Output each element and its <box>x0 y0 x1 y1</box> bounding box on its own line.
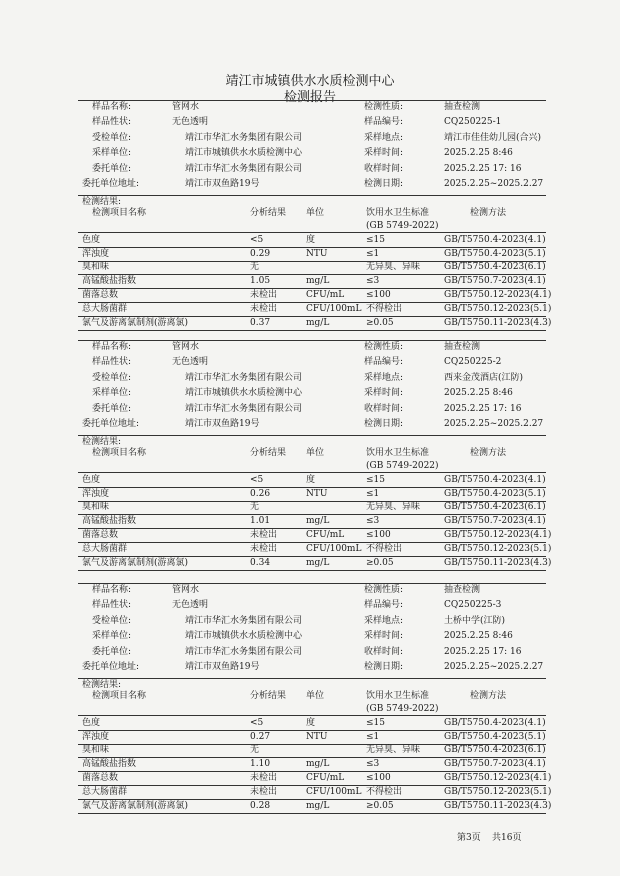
table-row-standard: ≤15 <box>366 235 385 245</box>
value-no: CQ250225-1 <box>444 117 502 128</box>
table-row-unit: NTU <box>306 488 328 499</box>
value-name: 管网水 <box>172 585 200 595</box>
table-row-method: GB/T5750.11-2023(4.3) <box>444 800 552 811</box>
table-row-standard: ≥0.05 <box>366 800 394 811</box>
table-row-result: 0.28 <box>250 800 271 811</box>
col-header-standard: 饮用水卫生标准 <box>366 448 430 458</box>
label-test-nature: 检测性质: <box>364 585 404 595</box>
label-sample-no: 样品编号: <box>364 600 404 611</box>
value-date: 2025.2.25~2025.2.27 <box>444 179 544 189</box>
table-row-result: 未检出 <box>250 543 278 554</box>
value-address: 靖江市双鱼路19号 <box>185 179 260 189</box>
section-divider <box>78 330 546 331</box>
table-row-method: GB/T5750.7-2023(4.1) <box>444 515 546 526</box>
table-row-unit: CFU/mL <box>306 529 345 540</box>
table-row-standard: ≤3 <box>366 275 380 286</box>
col-header-unit: 单位 <box>306 691 325 701</box>
table-row-method: GB/T5750.12-2023(4.1) <box>444 772 552 783</box>
table-row-result: 1.10 <box>250 758 271 769</box>
value-address: 靖江市双鱼路19号 <box>185 662 260 672</box>
table-row-result: <5 <box>250 235 264 245</box>
table-row-result: <5 <box>250 718 264 728</box>
col-header-unit: 单位 <box>306 448 325 458</box>
table-row-method: GB/T5750.12-2023(4.1) <box>444 529 552 540</box>
col-header-unit: 单位 <box>306 208 325 218</box>
value-site: 靖江市佳佳幼儿园(合兴) <box>444 132 542 143</box>
table-row-item: 氯气及游离氯制剂(游离氯) <box>82 317 189 328</box>
section-divider <box>78 799 546 800</box>
col-header-result: 分析结果 <box>250 691 287 701</box>
table-row-result: 0.34 <box>250 557 271 568</box>
value-time: 2025.2.25 8:46 <box>444 388 513 399</box>
value-name: 管网水 <box>172 342 200 352</box>
table-row-item: 菌落总数 <box>82 772 119 783</box>
label-sample-char: 样品性状: <box>92 357 132 368</box>
col-header-standard-code: (GB 5749-2022) <box>366 704 439 714</box>
table-row-result: 1.05 <box>250 275 271 286</box>
value-char: 无色透明 <box>172 357 209 368</box>
results-heading: 检测结果: <box>82 197 122 207</box>
results-heading: 检测结果: <box>82 437 122 447</box>
table-row-method: GB/T5750.4-2023(5.1) <box>444 731 546 742</box>
table-row-item: 总大肠菌群 <box>82 786 128 797</box>
table-row-item: 高锰酸盐指数 <box>82 275 137 286</box>
table-row-standard: 不得检出 <box>366 786 403 797</box>
label-inspected-unit: 受检单位: <box>92 372 132 383</box>
section-divider <box>78 528 546 529</box>
section-divider <box>78 570 546 571</box>
value-date: 2025.2.25~2025.2.27 <box>444 662 544 672</box>
label-sample-no: 样品编号: <box>364 357 404 368</box>
label-test-date: 检测日期: <box>364 419 404 429</box>
table-row-method: GB/T5750.12-2023(4.1) <box>444 289 552 300</box>
label-sample-name: 样品名称: <box>92 342 132 352</box>
table-row-method: GB/T5750.12-2023(5.1) <box>444 786 552 797</box>
section-divider <box>78 435 546 436</box>
table-row-standard: 无异臭、异味 <box>366 262 421 272</box>
report-subtitle: 检测报告 <box>283 90 336 105</box>
table-row-standard: ≤1 <box>366 248 380 259</box>
table-row-method: GB/T5750.7-2023(4.1) <box>444 275 546 286</box>
table-row-item: 菌落总数 <box>82 529 119 540</box>
value-time: 2025.2.25 8:46 <box>444 631 513 642</box>
value-inspected: 靖江市华汇水务集团有限公司 <box>185 615 303 626</box>
table-row-result: 1.01 <box>250 515 271 526</box>
section-divider <box>78 678 546 679</box>
value-no: CQ250225-3 <box>444 600 502 611</box>
table-row-item: 总大肠菌群 <box>82 303 128 314</box>
table-row-result: 未检出 <box>250 529 278 540</box>
section-divider <box>78 715 546 716</box>
label-sample-no: 样品编号: <box>364 117 404 128</box>
table-row-item: 臭和味 <box>82 745 110 755</box>
table-row-item: 色度 <box>82 718 101 728</box>
table-row-unit: CFU/100mL <box>306 543 362 554</box>
table-row-standard: ≤100 <box>366 289 391 300</box>
col-header-standard-code: (GB 5749-2022) <box>366 461 439 471</box>
table-row-standard: 不得检出 <box>366 543 403 554</box>
table-row-method: GB/T5750.12-2023(5.1) <box>444 543 552 554</box>
section-divider <box>78 288 546 289</box>
results-heading: 检测结果: <box>82 680 122 690</box>
value-char: 无色透明 <box>172 117 209 128</box>
label-sample-name: 样品名称: <box>92 585 132 595</box>
table-row-item: 臭和味 <box>82 262 110 272</box>
value-recv: 2025.2.25 17: 16 <box>444 646 522 657</box>
value-client: 靖江市华汇水务集团有限公司 <box>185 403 303 414</box>
value-char: 无色透明 <box>172 600 209 611</box>
col-header-standard-code: (GB 5749-2022) <box>366 221 439 231</box>
section-divider <box>78 232 546 233</box>
table-row-method: GB/T5750.4-2023(6.1) <box>444 262 546 272</box>
label-sampling-site: 采样地点: <box>364 132 404 143</box>
table-row-item: 氯气及游离氯制剂(游离氯) <box>82 800 189 811</box>
table-row-method: GB/T5750.4-2023(6.1) <box>444 502 546 512</box>
table-row-standard: ≤3 <box>366 758 380 769</box>
table-row-standard: ≤3 <box>366 515 380 526</box>
value-inspected: 靖江市华汇水务集团有限公司 <box>185 132 303 143</box>
label-test-nature: 检测性质: <box>364 102 404 112</box>
table-row-unit: CFU/mL <box>306 772 345 783</box>
table-row-unit: mg/L <box>306 758 330 769</box>
col-header-item: 检测项目名称 <box>92 691 147 701</box>
table-row-standard: ≤1 <box>366 488 380 499</box>
label-client-unit: 委托单位: <box>92 646 132 657</box>
value-site: 西来金茂酒店(江防) <box>444 372 524 383</box>
label-sampling-site: 采样地点: <box>364 372 404 383</box>
label-sampling-time: 采样时间: <box>364 631 404 642</box>
value-date: 2025.2.25~2025.2.27 <box>444 419 544 429</box>
value-name: 管网水 <box>172 102 200 112</box>
label-client-address: 委托单位地址: <box>82 662 140 672</box>
table-row-standard: 不得检出 <box>366 303 403 314</box>
col-header-method: 检测方法 <box>470 448 507 458</box>
table-row-standard: ≤15 <box>366 718 385 728</box>
table-row-standard: 无异臭、异味 <box>366 502 421 512</box>
col-header-standard: 饮用水卫生标准 <box>366 691 430 701</box>
label-sampling-unit: 采样单位: <box>92 148 132 159</box>
value-sampler: 靖江市城镇供水水质检测中心 <box>185 631 303 642</box>
table-row-unit: mg/L <box>306 557 330 568</box>
label-inspected-unit: 受检单位: <box>92 132 132 143</box>
table-row-item: 高锰酸盐指数 <box>82 758 137 769</box>
page-total: 共16页 <box>492 833 522 843</box>
report-title: 靖江市城镇供水水质检测中心 <box>225 74 395 89</box>
table-row-method: GB/T5750.4-2023(5.1) <box>444 248 546 259</box>
section-divider <box>78 771 546 772</box>
table-row-standard: ≤100 <box>366 772 391 783</box>
value-recv: 2025.2.25 17: 16 <box>444 163 522 174</box>
table-row-item: 臭和味 <box>82 502 110 512</box>
table-row-method: GB/T5750.4-2023(5.1) <box>444 488 546 499</box>
table-row-method: GB/T5750.4-2023(4.1) <box>444 235 546 245</box>
section-divider <box>78 340 546 341</box>
table-row-standard: ≤100 <box>366 529 391 540</box>
label-receive-time: 收样时间: <box>364 403 404 414</box>
table-row-unit: 度 <box>306 235 316 245</box>
label-sampling-unit: 采样单位: <box>92 631 132 642</box>
table-row-unit: CFU/100mL <box>306 303 362 314</box>
label-inspected-unit: 受检单位: <box>92 615 132 626</box>
label-client-unit: 委托单位: <box>92 403 132 414</box>
section-divider <box>78 583 546 584</box>
section-divider <box>78 542 546 543</box>
table-row-result: 0.26 <box>250 488 271 499</box>
col-header-standard: 饮用水卫生标准 <box>366 208 430 218</box>
table-row-unit: NTU <box>306 248 328 259</box>
table-row-result: 未检出 <box>250 772 278 783</box>
value-sampler: 靖江市城镇供水水质检测中心 <box>185 388 303 399</box>
table-row-item: 高锰酸盐指数 <box>82 515 137 526</box>
section-divider <box>78 472 546 473</box>
label-sample-name: 样品名称: <box>92 102 132 112</box>
label-sample-char: 样品性状: <box>92 117 132 128</box>
table-row-unit: 度 <box>306 718 316 728</box>
col-header-item: 检测项目名称 <box>92 208 147 218</box>
section-divider <box>78 556 546 557</box>
value-inspected: 靖江市华汇水务集团有限公司 <box>185 372 303 383</box>
table-row-result: <5 <box>250 475 264 485</box>
table-row-unit: NTU <box>306 731 328 742</box>
table-row-unit: 度 <box>306 475 316 485</box>
table-row-result: 无 <box>250 502 260 512</box>
value-nature: 抽查检测 <box>444 342 481 352</box>
table-row-item: 浑浊度 <box>82 731 110 742</box>
table-row-unit: CFU/mL <box>306 289 345 300</box>
value-time: 2025.2.25 8:46 <box>444 148 513 159</box>
section-divider <box>78 302 546 303</box>
table-row-result: 0.37 <box>250 317 271 328</box>
table-row-item: 氯气及游离氯制剂(游离氯) <box>82 557 189 568</box>
col-header-result: 分析结果 <box>250 208 287 218</box>
table-row-item: 菌落总数 <box>82 289 119 300</box>
label-sampling-time: 采样时间: <box>364 388 404 399</box>
table-row-method: GB/T5750.7-2023(4.1) <box>444 758 546 769</box>
col-header-method: 检测方法 <box>470 691 507 701</box>
value-recv: 2025.2.25 17: 16 <box>444 403 522 414</box>
table-row-result: 无 <box>250 745 260 755</box>
value-nature: 抽查检测 <box>444 585 481 595</box>
section-divider <box>78 100 546 101</box>
table-row-unit: CFU/100mL <box>306 786 362 797</box>
table-row-method: GB/T5750.12-2023(5.1) <box>444 303 552 314</box>
label-sampling-time: 采样时间: <box>364 148 404 159</box>
table-row-method: GB/T5750.4-2023(4.1) <box>444 718 546 728</box>
value-sampler: 靖江市城镇供水水质检测中心 <box>185 148 303 159</box>
table-row-unit: mg/L <box>306 800 330 811</box>
table-row-unit: mg/L <box>306 275 330 286</box>
label-test-date: 检测日期: <box>364 179 404 189</box>
label-client-address: 委托单位地址: <box>82 179 140 189</box>
section-divider <box>78 316 546 317</box>
value-site: 土桥中学(江防) <box>444 615 506 626</box>
label-sampling-site: 采样地点: <box>364 615 404 626</box>
section-divider <box>78 813 546 814</box>
label-receive-time: 收样时间: <box>364 646 404 657</box>
col-header-item: 检测项目名称 <box>92 448 147 458</box>
table-row-method: GB/T5750.4-2023(6.1) <box>444 745 546 755</box>
label-test-date: 检测日期: <box>364 662 404 672</box>
table-row-result: 无 <box>250 262 260 272</box>
label-client-address: 委托单位地址: <box>82 419 140 429</box>
table-row-result: 未检出 <box>250 786 278 797</box>
table-row-item: 浑浊度 <box>82 248 110 259</box>
table-row-method: GB/T5750.11-2023(4.3) <box>444 317 552 328</box>
value-no: CQ250225-2 <box>444 357 502 368</box>
table-row-item: 浑浊度 <box>82 488 110 499</box>
table-row-method: GB/T5750.4-2023(4.1) <box>444 475 546 485</box>
table-row-standard: ≥0.05 <box>366 557 394 568</box>
table-row-standard: ≤15 <box>366 475 385 485</box>
table-row-standard: 无异臭、异味 <box>366 745 421 755</box>
section-divider <box>78 785 546 786</box>
page-number: 第3页 <box>457 833 481 843</box>
table-row-unit: mg/L <box>306 515 330 526</box>
label-client-unit: 委托单位: <box>92 163 132 174</box>
table-row-result: 未检出 <box>250 289 278 300</box>
value-client: 靖江市华汇水务集团有限公司 <box>185 646 303 657</box>
col-header-method: 检测方法 <box>470 208 507 218</box>
table-row-item: 总大肠菌群 <box>82 543 128 554</box>
table-row-method: GB/T5750.11-2023(4.3) <box>444 557 552 568</box>
table-row-standard: ≤1 <box>366 731 380 742</box>
label-receive-time: 收样时间: <box>364 163 404 174</box>
value-address: 靖江市双鱼路19号 <box>185 419 260 429</box>
table-row-result: 0.27 <box>250 731 271 742</box>
table-row-result: 未检出 <box>250 303 278 314</box>
label-sampling-unit: 采样单位: <box>92 388 132 399</box>
table-row-item: 色度 <box>82 475 101 485</box>
value-nature: 抽查检测 <box>444 102 481 112</box>
table-row-standard: ≥0.05 <box>366 317 394 328</box>
label-sample-char: 样品性状: <box>92 600 132 611</box>
section-divider <box>78 195 546 196</box>
table-row-result: 0.29 <box>250 248 271 259</box>
table-row-unit: mg/L <box>306 317 330 328</box>
value-client: 靖江市华汇水务集团有限公司 <box>185 163 303 174</box>
table-row-item: 色度 <box>82 235 101 245</box>
col-header-result: 分析结果 <box>250 448 287 458</box>
label-test-nature: 检测性质: <box>364 342 404 352</box>
